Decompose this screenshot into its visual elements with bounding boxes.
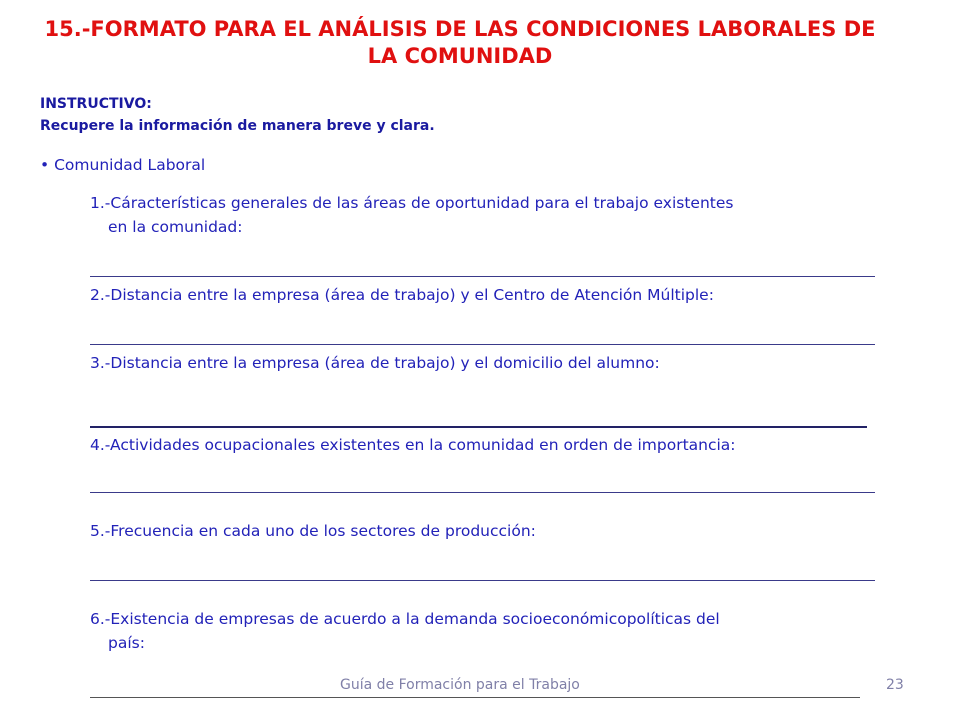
question-4: 4.-Actividades ocupacionales existentes en la comunidad en orden de importancia: <box>90 436 736 454</box>
question-1-continuation: en la comunidad: <box>108 218 243 236</box>
question-3: 3.-Distancia entre la empresa (área de trabajo) y el domicilio del alumno: <box>90 354 660 372</box>
answer-line-1[interactable] <box>90 276 875 277</box>
section-label: Comunidad Laboral <box>54 156 206 174</box>
answer-line-3[interactable] <box>90 426 867 428</box>
title-line-1: 15.-FORMATO PARA EL ANÁLISIS DE LAS CONDICIONES LABORALES DE <box>44 17 876 41</box>
answer-line-2[interactable] <box>90 344 875 345</box>
answer-line-4[interactable] <box>90 492 875 493</box>
title-line-2: LA COMUNIDAD <box>367 44 553 68</box>
question-6-continuation: país: <box>108 634 145 652</box>
question-5: 5.-Frecuencia en cada uno de los sectores de producción: <box>90 522 536 540</box>
answer-line-5[interactable] <box>90 580 875 581</box>
page-footer <box>0 675 960 699</box>
section-heading <box>40 154 205 176</box>
bullet-icon: • <box>40 156 50 174</box>
question-1: 1.-Cáracterísticas generales de las áreas de oportunidad para el trabajo existentes <box>90 194 734 212</box>
instructions-text: Recupere la información de manera breve y clara. <box>40 118 435 134</box>
instructions-heading: INSTRUCTIVO: <box>40 96 152 112</box>
page-number: 23 <box>886 677 904 693</box>
question-2: 2.-Distancia entre la empresa (área de trabajo) y el Centro de Atención Múltiple: <box>90 286 714 304</box>
question-6: 6.-Existencia de empresas de acuerdo a la demanda socioeconómicopolíticas del <box>90 610 720 628</box>
footer-text: Guía de Formación para el Trabajo <box>340 677 580 693</box>
answer-line-6[interactable] <box>90 697 860 698</box>
page-title <box>0 16 920 70</box>
